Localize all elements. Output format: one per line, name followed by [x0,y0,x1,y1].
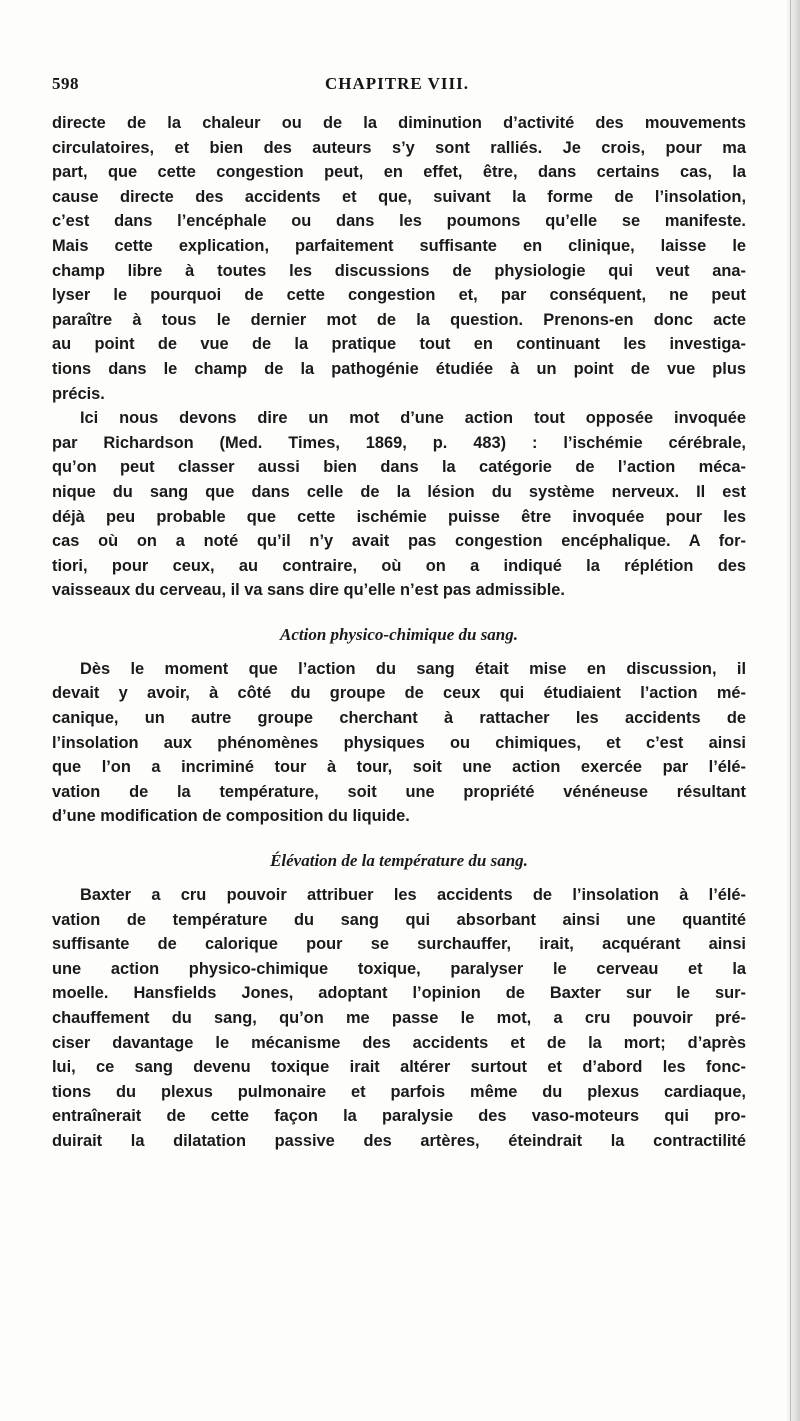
text-line: tions du plexus pulmonaire et parfois même du plexus cardiaque, [52,1082,746,1101]
section-heading: Action physico-chimique du sang. [279,624,519,644]
text-line: lyser le pourquoi de cette congestion et, par conséquent, ne peut [52,286,746,305]
text-line: moelle. Hansfields Jones, adoptant l’opinion de Baxter sur le sur- [52,984,746,1003]
body-text [52,111,746,1154]
text-line: Ici nous devons dire un mot d’une action tout opposée invoquée [80,409,746,428]
page-edge-line [790,0,791,1421]
text-line: cause directe des accidents et que, suivant la forme de l’insolation, [52,187,746,206]
paragraph-temperature [52,883,746,1154]
text-line: par Richardson (Med. Times, 1869, p. 483) : l’ischémie cérébrale, [52,433,746,452]
text-line: d’une modification de composition du liquide. [52,807,410,826]
text-line: vation de la température, soit une propriété vénéneuse résultant [52,782,746,801]
text-line: Mais cette explication, parfaitement suffisante en clinique, laisse le [52,236,746,255]
page-number: 598 [52,74,79,93]
text-line: qu’on peut classer aussi bien dans la catégorie de l’action méca- [52,458,746,477]
text-line: que l’on a incriminé tour à tour, soit une action exercée par l’élé- [52,758,746,777]
text-line: directe de la chaleur ou de la diminution d’activité des mouvements [52,114,746,132]
text-line: ciser davantage le mécanisme des accidents et de la mort; d’après [52,1033,746,1052]
text-line: lui, ce sang devenu toxique irait altérer surtout et d’abord les fonc- [52,1058,746,1077]
text-line: entraînerait de cette façon la paralysie des vaso-moteurs qui pro- [52,1107,746,1126]
text-line: vation de température du sang qui absorbant ainsi une quantité [52,910,746,929]
page-edge-shadow [786,0,800,1421]
text-line: devait y avoir, à côté du groupe de ceux qui étudiaient l’action mé- [52,684,746,703]
text-line: Baxter a cru pouvoir attribuer les accidents de l’insolation à l’élé- [80,886,746,905]
text-line: au point de vue de la pratique tout en continuant les investiga- [52,335,746,354]
text-line: paraître à tous le dernier mot de la question. Prenons-en donc acte [52,310,746,329]
paragraph-ischemia [52,406,746,603]
text-line: tiori, pour ceux, au contraire, où on a indiqué la réplétion des [52,556,746,575]
text-line: chauffement du sang, qu’on me passe le mot, a cru pouvoir pré- [52,1009,746,1027]
text-line: tions dans le champ de la pathogénie étudiée à un point de vue plus [52,359,746,378]
page-header [52,74,742,98]
text-line: cas où on a noté qu’il n’y avait pas congestion encéphalique. A for- [52,532,746,551]
running-head: CHAPITRE VIII. [324,74,470,93]
text-line: vaisseaux du cerveau, il va sans dire qu’elle n’est pas admissible. [52,581,565,600]
text-line: déjà peu probable que cette ischémie puisse être invoquée pour les [52,507,746,526]
text-line: Dès le moment que l’action du sang était mise en discussion, il [80,659,746,678]
text-line: canique, un autre groupe cherchant à rattacher les accidents de [52,709,746,728]
text-line: suffisante de calorique pour se surchauffer, irait, acquérant ainsi [52,935,746,954]
text-line: part, que cette congestion peut, en effet, être, dans certains cas, la [52,163,746,182]
text-line: l’insolation aux phénomènes physiques ou chimiques, et c’est ainsi [52,733,746,752]
text-line: précis. [52,384,105,403]
text-line: nique du sang que dans celle de la lésion du système nerveux. Il est [52,482,746,501]
paragraph-physico-chimique [52,657,746,829]
text-line: circulatoires, et bien des auteurs s’y sont ralliés. Je crois, pour ma [52,138,746,157]
text-line: c’est dans l’encéphale ou dans les poumons qu’elle se manifeste. [52,212,746,231]
paragraph-continued [52,111,746,406]
text-line: champ libre à toutes les discussions de physiologie qui veut ana- [52,261,746,280]
text-line: duirait la dilatation passive des artères, éteindrait la contractilité [52,1131,746,1150]
section-heading: Élévation de la température du sang. [270,851,528,871]
text-line: une action physico-chimique toxique, paralyser le cerveau et la [52,959,746,978]
